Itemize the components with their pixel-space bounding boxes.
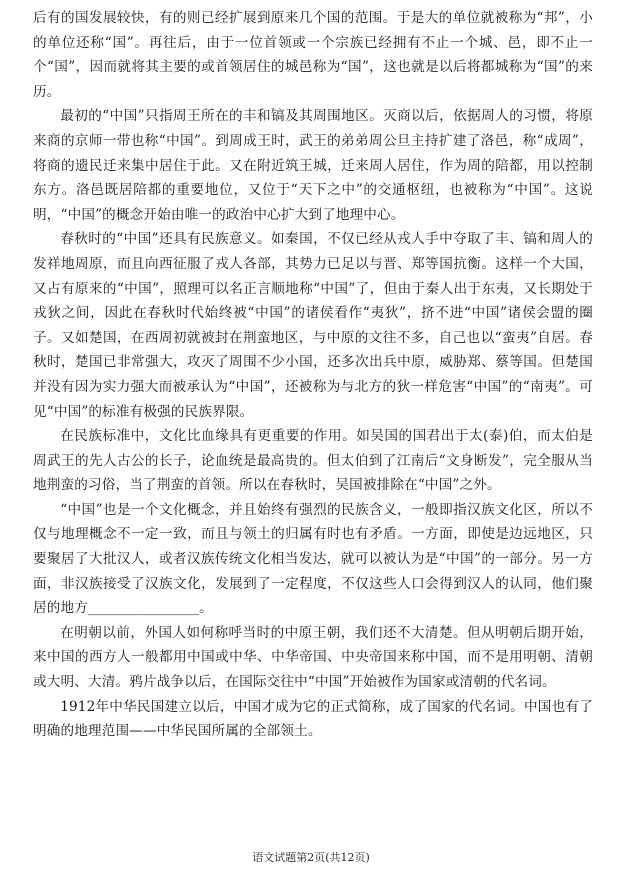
paragraph: 最初的“中国”只指周王所在的丰和镐及其周围地区。灭商以后，依据周人的习惯，将原来商的京师一带也称“中国”。到周成王时，武王的弟弟周公旦主持扩建了洛邑，称“成周”，将商的遗民迁来集中居住于此。又在附近筑王城，迁来周人居住，作为周的陪都，用以控制东方。洛邑既居陪都的重要地位，又位于“天下之中”的交通枢纽，也被称为“中国”。这说明，“中国”的概念开始由唯一的政治中心扩大到了地理中心。 bbox=[33, 108, 593, 223]
paragraph: 春秋时的“中国”还具有民族意义。如秦国，不仅已经从戎人手中夺取了丰、镐和周人的发祥地周原，而且向西征服了戎人各部，其势力已足以与晋、郑等国抗衡。这样一个大国，又占有原来的“中国”，照理可以名正言顺地称“中国”了，但由于秦人出于东夷，又长期处于戎狄之间，因此在春秋时代始终被“中国”的诸侯看作“夷狄”，挤不进“中国”诸侯会盟的圈子。又如楚国，在西周初就被封在荆蛮地区，与中原的文往不多，自己也以“蛮夷”自居。春秋时，楚国已非常强大，攻灭了周围不少小国，还多次出兵中原，威胁郑、蔡等国。但楚国并没有因为实力强大而被承认为“中国”，还被称为与北方的狄一样危害“中国”的“南夷”。可见“中国”的标准有极强的民族界限。 bbox=[33, 231, 593, 420]
paragraph: 1912年中华民国建立以后，中国才成为它的正式简称，成了国家的代名词。中国也有了明确的地理范围——中华民国所属的全部领土。 bbox=[33, 698, 593, 740]
paragraph: 在明朝以前，外国人如何称呼当时的中原王朝，我们还不大清楚。但从明朝后期开始，来中国的西方人一般都用中国或中华、中华帝国、中央帝国来称中国，而不是用明朝、清朝或大明、大清。鸦片战争以后，在国际交往中“中国”开始被作为国家或清朝的代名词。 bbox=[33, 624, 593, 691]
paragraph: 后有的国发展较快，有的则已经扩展到原来几个国的范围。于是大的单位就被称为“邦”，小的单位还称“国”。再往后，由于一位首领或一个宗族已经拥有不止一个城、邑，即不止一个“国”，因而就将其主要的或首领居住的城邑称为“国”，这也就是以后将都城称为“国”的来历。 bbox=[33, 10, 593, 100]
page-footer: 语文试题第2页(共12页) bbox=[252, 851, 370, 864]
article-body bbox=[33, 6, 593, 744]
paragraph-with-blank: “中国”也是一个文化概念，并且始终有强烈的民族含义，一般即指汉族文化区，所以不仅与地理概念不一定一致，而且与领土的归属有时也有矛盾。一方面，即使是边远地区，只要聚居了大批汉人，或者汉族传统文化相当发达，就可以被认为是“中国”的一部分。另一方面，非汉族接受了汉族文化，发展到了一定程度，不仅这些人口会得到汉人的认同，他们聚居的地方________________。 bbox=[33, 501, 593, 617]
paragraph: 在民族标准中，文化比血缘具有更重要的作用。如吴国的国君出于太(泰)伯，而太伯是周武王的先人古公的长子，论血统是最高贵的。但太伯到了江南后“文身断发”，完全服从当地荆蛮的习俗，当了荆蛮的首领。所以在春秋时，吴国被排除在“中国”之外。 bbox=[33, 428, 593, 494]
